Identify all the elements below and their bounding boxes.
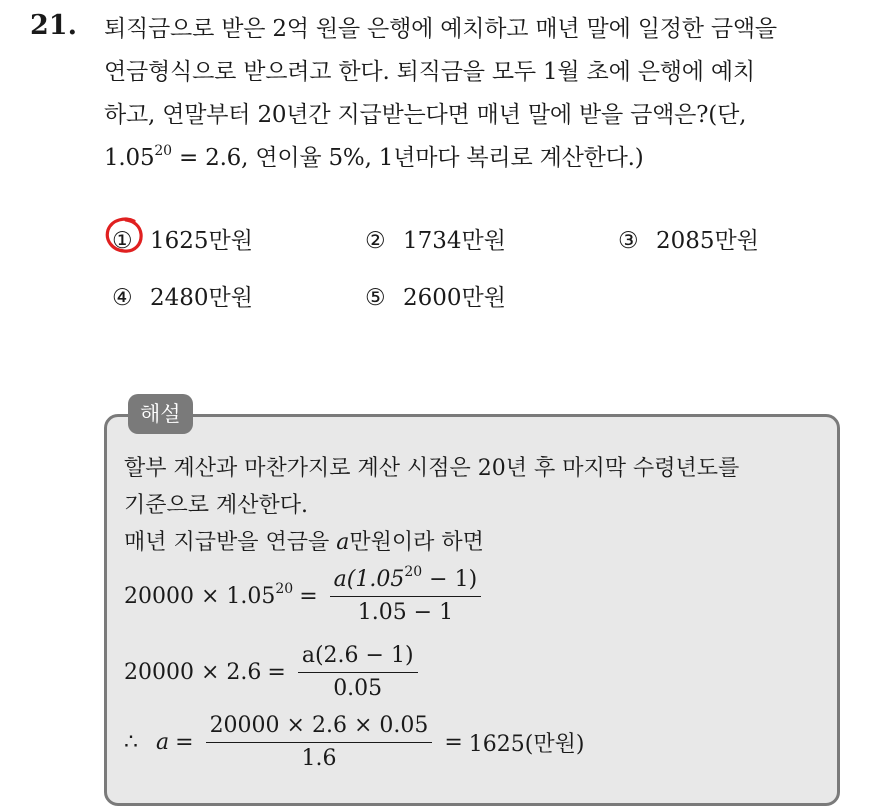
variable-a: a (336, 530, 350, 555)
eq3-numerator: 20000 × 2.6 × 0.05 (206, 712, 433, 743)
eq3-denominator: 1.6 (301, 746, 337, 771)
eq1-fraction (330, 566, 482, 627)
question-line: 퇴직금으로 받은 2억 원을 은행에 예치하고 매년 말에 일정한 금액을 (104, 16, 777, 42)
equation-3 (124, 712, 584, 773)
choice-1-text: 1625만원 (150, 228, 253, 254)
choice-5-text: 2600만원 (403, 285, 506, 311)
eq3-result: 1625(만원) (468, 732, 585, 757)
eq2-denominator: 0.05 (333, 676, 383, 701)
choice-4-text: 2480만원 (150, 285, 253, 311)
condition-rest: = 2.6, 연이율 5%, 1년마다 복리로 계산한다.) (171, 145, 644, 171)
question-number: 21. (30, 10, 77, 41)
equals-sign: = (299, 584, 318, 609)
eq2-numerator: a(2.6 − 1) (298, 642, 418, 673)
eq2-fraction (298, 642, 418, 703)
therefore-symbol: ∴ (124, 730, 138, 755)
eq1-denominator: 1.05 − 1 (357, 600, 454, 625)
question-line-condition (104, 137, 874, 180)
equals-sign: = (175, 730, 194, 755)
eq3-variable: a (156, 730, 170, 755)
solution-tab-label: 해설 (128, 394, 193, 434)
solution-text (124, 450, 824, 561)
choice-1[interactable] (112, 222, 253, 255)
question-stem (104, 8, 874, 180)
equation-2 (124, 642, 424, 703)
question-line: 연금형식으로 받으려고 한다. 퇴직금을 모두 1월 초에 은행에 예치 (104, 59, 755, 85)
equation-1 (124, 566, 487, 627)
choice-5[interactable] (365, 279, 506, 312)
choice-4[interactable] (112, 279, 253, 312)
choice-2[interactable] (365, 222, 506, 255)
eq2-lhs: 20000 × 2.6 (124, 660, 262, 685)
solution-line-variable: 매년 지급받을 연금을 a만원이라 하면 (124, 530, 484, 555)
eq1-numerator: $a(1.05^{20} - 1)$ (330, 566, 482, 597)
choice-1-mark: ① (112, 228, 133, 254)
choice-3-mark: ③ (618, 228, 639, 254)
solution-line: 기준으로 계산한다. (124, 493, 309, 518)
question-line: 하고, 연말부터 20년간 지급받는다면 매년 말에 받을 금액은?(단, (104, 102, 747, 128)
solution-line: 할부 계산과 마찬가지로 계산 시점은 20년 후 마지막 수령년도를 (124, 456, 740, 481)
equals-sign: = (444, 730, 463, 755)
condition-base: 1.05 (104, 145, 155, 171)
choice-2-mark: ② (365, 228, 386, 254)
choice-2-text: 1734만원 (403, 228, 506, 254)
eq3-fraction (206, 712, 433, 773)
equals-sign: = (267, 660, 286, 685)
condition-exponent: 20 (154, 143, 172, 159)
choice-3-text: 2085만원 (656, 228, 759, 254)
eq1-lhs: $20000 \times 1.05^{20}$ (124, 581, 294, 609)
choice-5-mark: ⑤ (365, 285, 386, 311)
choice-3[interactable] (618, 222, 759, 255)
choice-4-mark: ④ (112, 285, 133, 311)
